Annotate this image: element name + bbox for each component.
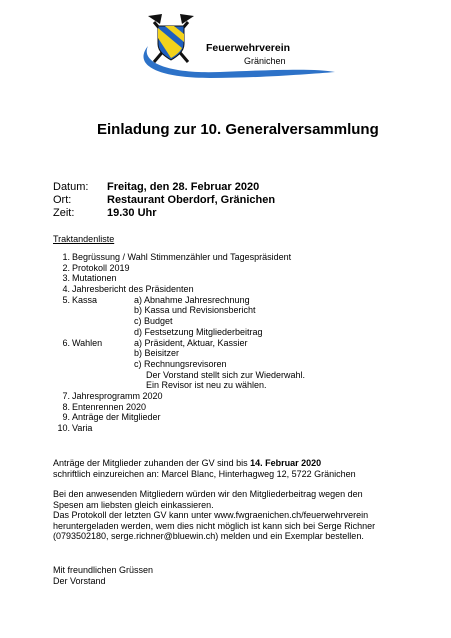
closing-signer: Der Vorstand (53, 575, 106, 586)
time-label: Zeit: (53, 207, 75, 219)
protocol-paragraph: Das Protokoll der letzten GV kann unter www.fwgraenichen.ch/feuerwehrverein heruntergeladen werden, wem dies nicht möglich ist kann sich bei Serge Richner (0793502180, serge.richner@bluewin.ch) melden und ein Exemplar bestellen. (53, 510, 376, 542)
org-place: Gränichen (244, 56, 286, 66)
closing (53, 565, 153, 586)
place-value: Restaurant Oberdorf, Gränichen (107, 194, 276, 206)
date-label: Datum: (53, 181, 89, 193)
fee-paragraph: Bei den anwesenden Mitgliedern würden wir den Mitgliederbeitrag wegen den Spesen am liebsten gleich einkassieren. (53, 489, 363, 510)
motions-paragraph: Anträge der Mitglieder zuhanden der GV sind bis 14. Februar 2020 schriftlich einzureichen an: Marcel Blanc, Hinterhagweg 12, 5722 Gränichen (53, 458, 356, 479)
agenda-heading: Traktandenliste (53, 234, 115, 244)
kassa-sub-item: a) Abnahme Jahresrechnung (134, 294, 250, 305)
closing-greeting: Mit freundlichen Grüssen (53, 565, 154, 575)
motions-deadline: 14. Februar 2020 (250, 458, 322, 468)
org-name: Feuerwehrverein (206, 42, 291, 54)
page-title: Einladung zur 10. Generalversammlung (97, 121, 379, 138)
wahlen-sub-item: a) Präsident, Aktuar, Kassier (134, 337, 248, 348)
time-value: 19.30 Uhr (107, 207, 157, 219)
date-value: Freitag, den 28. Februar 2020 (107, 181, 260, 193)
place-label: Ort: (53, 194, 72, 206)
